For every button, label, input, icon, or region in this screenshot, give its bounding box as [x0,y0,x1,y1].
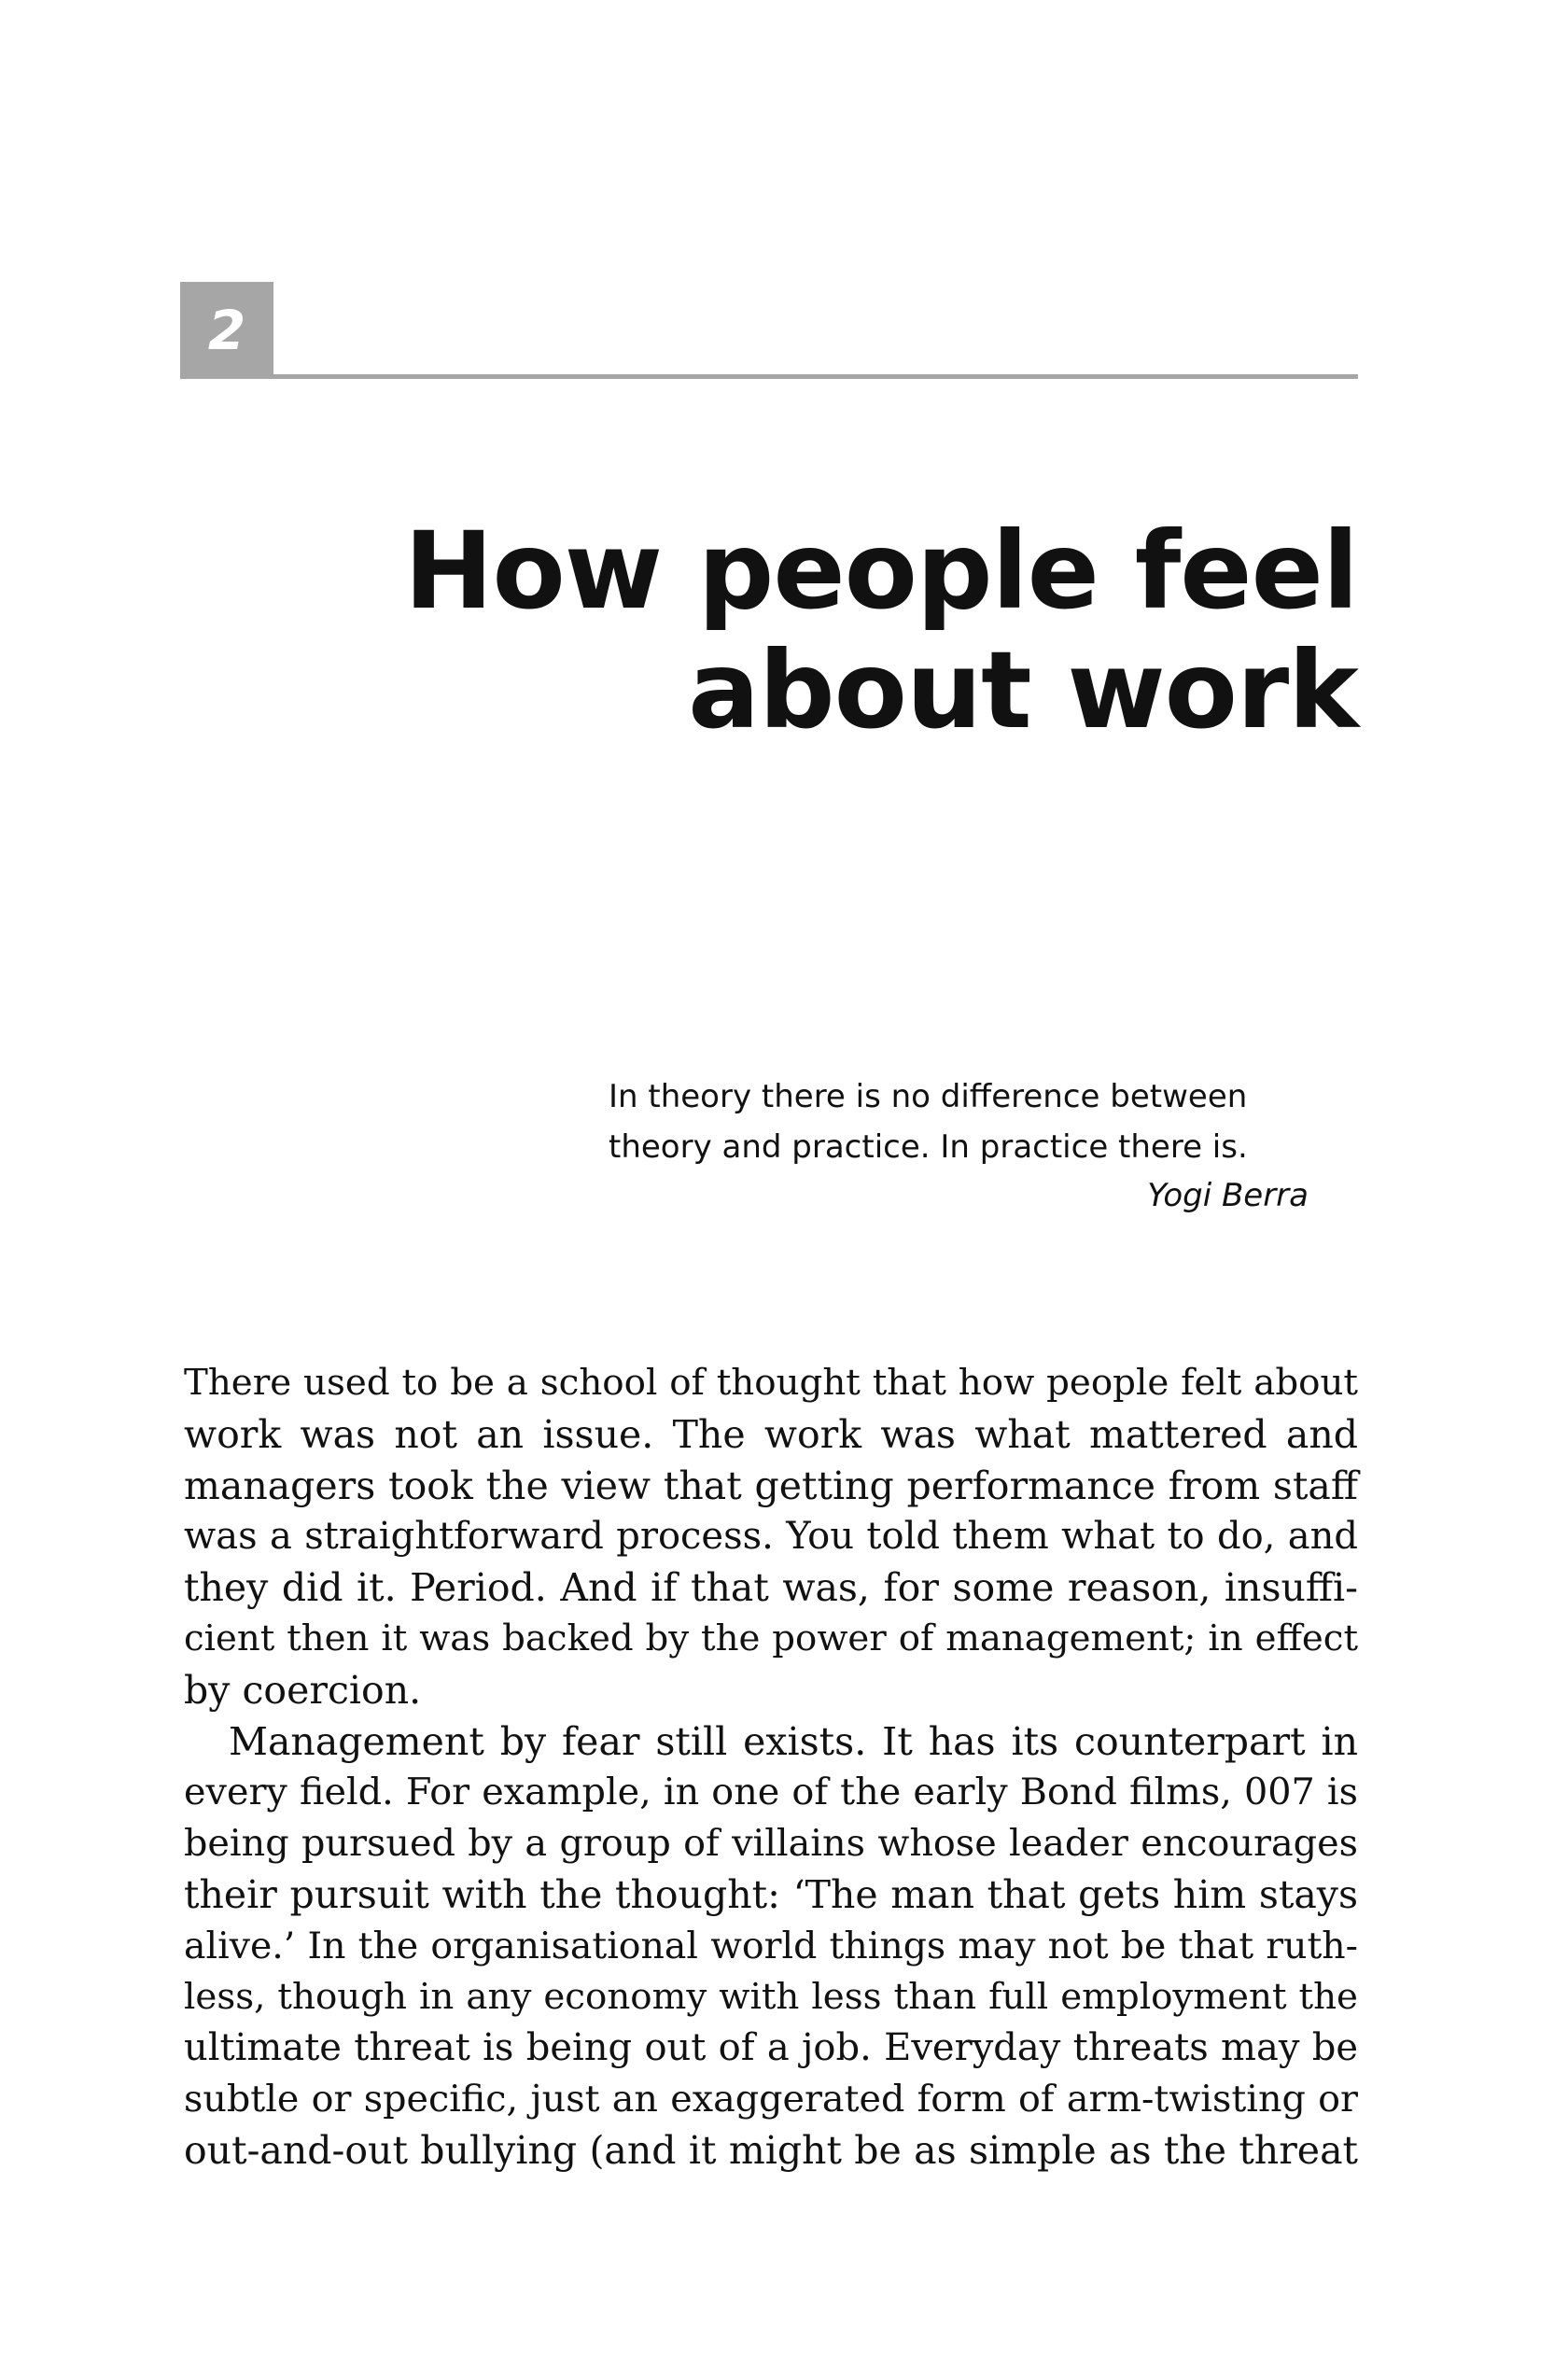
body-text [184,1358,1358,2177]
body-line: by coercion. [184,1667,422,1713]
paragraph-2 [184,1716,1358,2177]
body-line: subtle or specific, just an exaggerated form of arm-twisting or [184,2078,1358,2121]
epigraph-line-2: theory and practice. In practice there is. [609,1128,1248,1166]
body-line: was a straightforward process. You told them what to do, and [184,1515,1358,1559]
body-line: they did it. Period. And if that was, for some reason, insuffi- [184,1565,1358,1611]
body-line: alive.’ In the organisational world things may not be that ruth- [184,1924,1358,1967]
body-line: work was not an issue. The work was what mattered and [184,1411,1358,1457]
body-line: Management by fear still exists. It has its counterpart in [229,1718,1358,1764]
chapter-number: 2 [180,282,273,379]
epigraph-line-1: In theory there is no difference between [609,1078,1248,1115]
body-line: out-and-out bullying (and it might be as simple as the threat [184,2127,1358,2173]
chapter-header [180,282,1358,379]
chapter-rule [273,374,1358,379]
chapter-title-line-2: about work [688,628,1358,752]
body-line: managers took the view that getting performance from staff [184,1463,1358,1508]
body-line: ultimate threat is being out of a job. Everyday threats may be [184,2026,1358,2070]
chapter-title [180,511,1358,750]
body-line: There used to be a school of thought that how people felt about [184,1362,1358,1404]
epigraph-attribution: Yogi Berra [1147,1177,1309,1214]
body-line: every field. For example, in one of the early Bond films, 007 is [184,1771,1358,1814]
chapter-title-line-1: How people feel [404,509,1358,633]
epigraph [609,1071,1318,1221]
body-line: cient then it was backed by the power of management; in effect [184,1617,1358,1659]
body-line: being pursued by a group of villains whose leader encourages [184,1822,1358,1866]
body-line: their pursuit with the thought: ‘The man that gets him stays [184,1871,1358,1917]
paragraph-1 [184,1358,1358,1716]
body-line: less, though in any economy with less than full employment the [184,1975,1358,2018]
